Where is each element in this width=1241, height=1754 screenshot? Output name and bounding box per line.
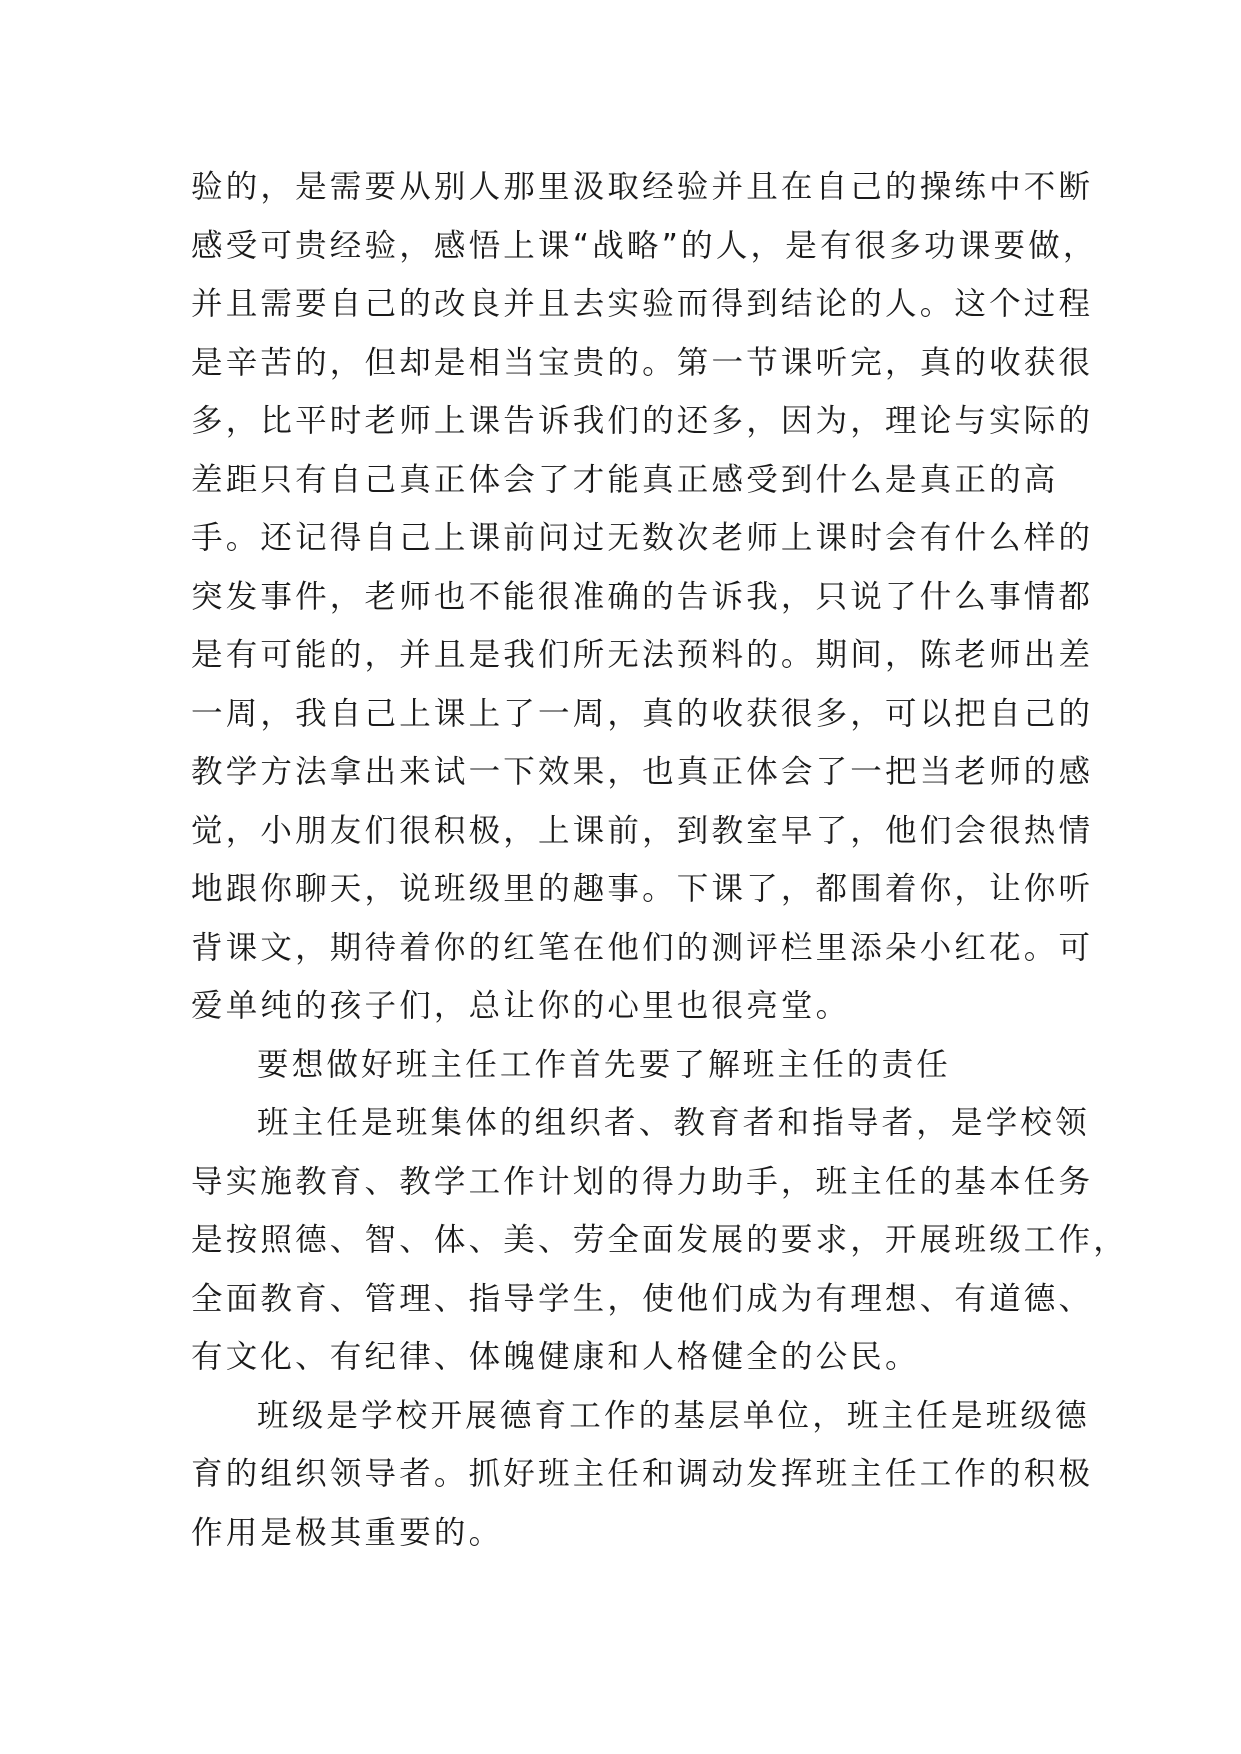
text-line: 有文化、有纪律、体魄健康和人格健全的公民。 [191, 1339, 920, 1375]
text-line: 验的，是需要从别人那里汲取经验并且在自己的操练中不断 [191, 169, 1094, 205]
paragraph-duty [191, 1094, 1128, 1387]
text-line: 作用是极其重要的。 [191, 1514, 504, 1551]
text-line: 是辛苦的，但却是相当宝贵的。第一节课听完，真的收获很 [191, 344, 1094, 381]
text-line: 背课文，期待着你的红笔在他们的测评栏里添朵小红花。可 [191, 929, 1094, 966]
text-line: 爱单纯的孩子们，总让你的心里也很亮堂。 [191, 988, 851, 1024]
paragraph-continued [191, 158, 1098, 1036]
text-line: 全面教育、管理、指导学生，使他们成为有理想、有道德、 [191, 1280, 1094, 1317]
text-line: 多，比平时老师上课告诉我们的还多，因为，理论与实际的 [191, 403, 1094, 439]
text-line: 感受可贵经验，感悟上课“战略”的人，是有很多功课要做， [191, 227, 1098, 264]
text-line: 是有可能的，并且是我们所无法预料的。期间，陈老师出差 [191, 637, 1094, 673]
text-line: 地跟你聊天，说班级里的趣事。下课了，都围着你，让你听 [191, 871, 1094, 907]
text-line: 并且需要自己的改良并且去实验而得到结论的人。这个过程 [191, 286, 1094, 322]
section-heading: 要想做好班主任工作首先要了解班主任的责任 [257, 1046, 952, 1083]
document-body [191, 158, 1128, 1562]
text-line: 育的组织领导者。抓好班主任和调动发挥班主任工作的积极 [191, 1456, 1094, 1492]
text-line: 班级是学校开展德育工作的基层单位，班主任是班级德 [257, 1397, 1090, 1434]
text-line: 一周，我自己上课上了一周，真的收获很多，可以把自己的 [191, 695, 1094, 732]
text-line: 觉，小朋友们很积极，上课前，到教室早了，他们会很热情 [191, 812, 1094, 849]
text-line: 突发事件，老师也不能很准确的告诉我，只说了什么事情都 [191, 578, 1094, 615]
text-line: 差距只有自己真正体会了才能真正感受到什么是真正的高 [191, 461, 1059, 498]
text-line: 是按照德、智、体、美、劳全面发展的要求，开展班级工作， [191, 1222, 1128, 1258]
text-line: 班主任是班集体的组织者、教育者和指导者，是学校领 [257, 1105, 1090, 1141]
text-line: 教学方法拿出来试一下效果，也真正体会了一把当老师的感 [191, 754, 1094, 790]
text-line: 导实施教育、教学工作计划的得力助手，班主任的基本任务 [191, 1163, 1094, 1200]
paragraph-unit [191, 1387, 1094, 1563]
text-line: 手。还记得自己上课前问过无数次老师上课时会有什么样的 [191, 520, 1094, 556]
